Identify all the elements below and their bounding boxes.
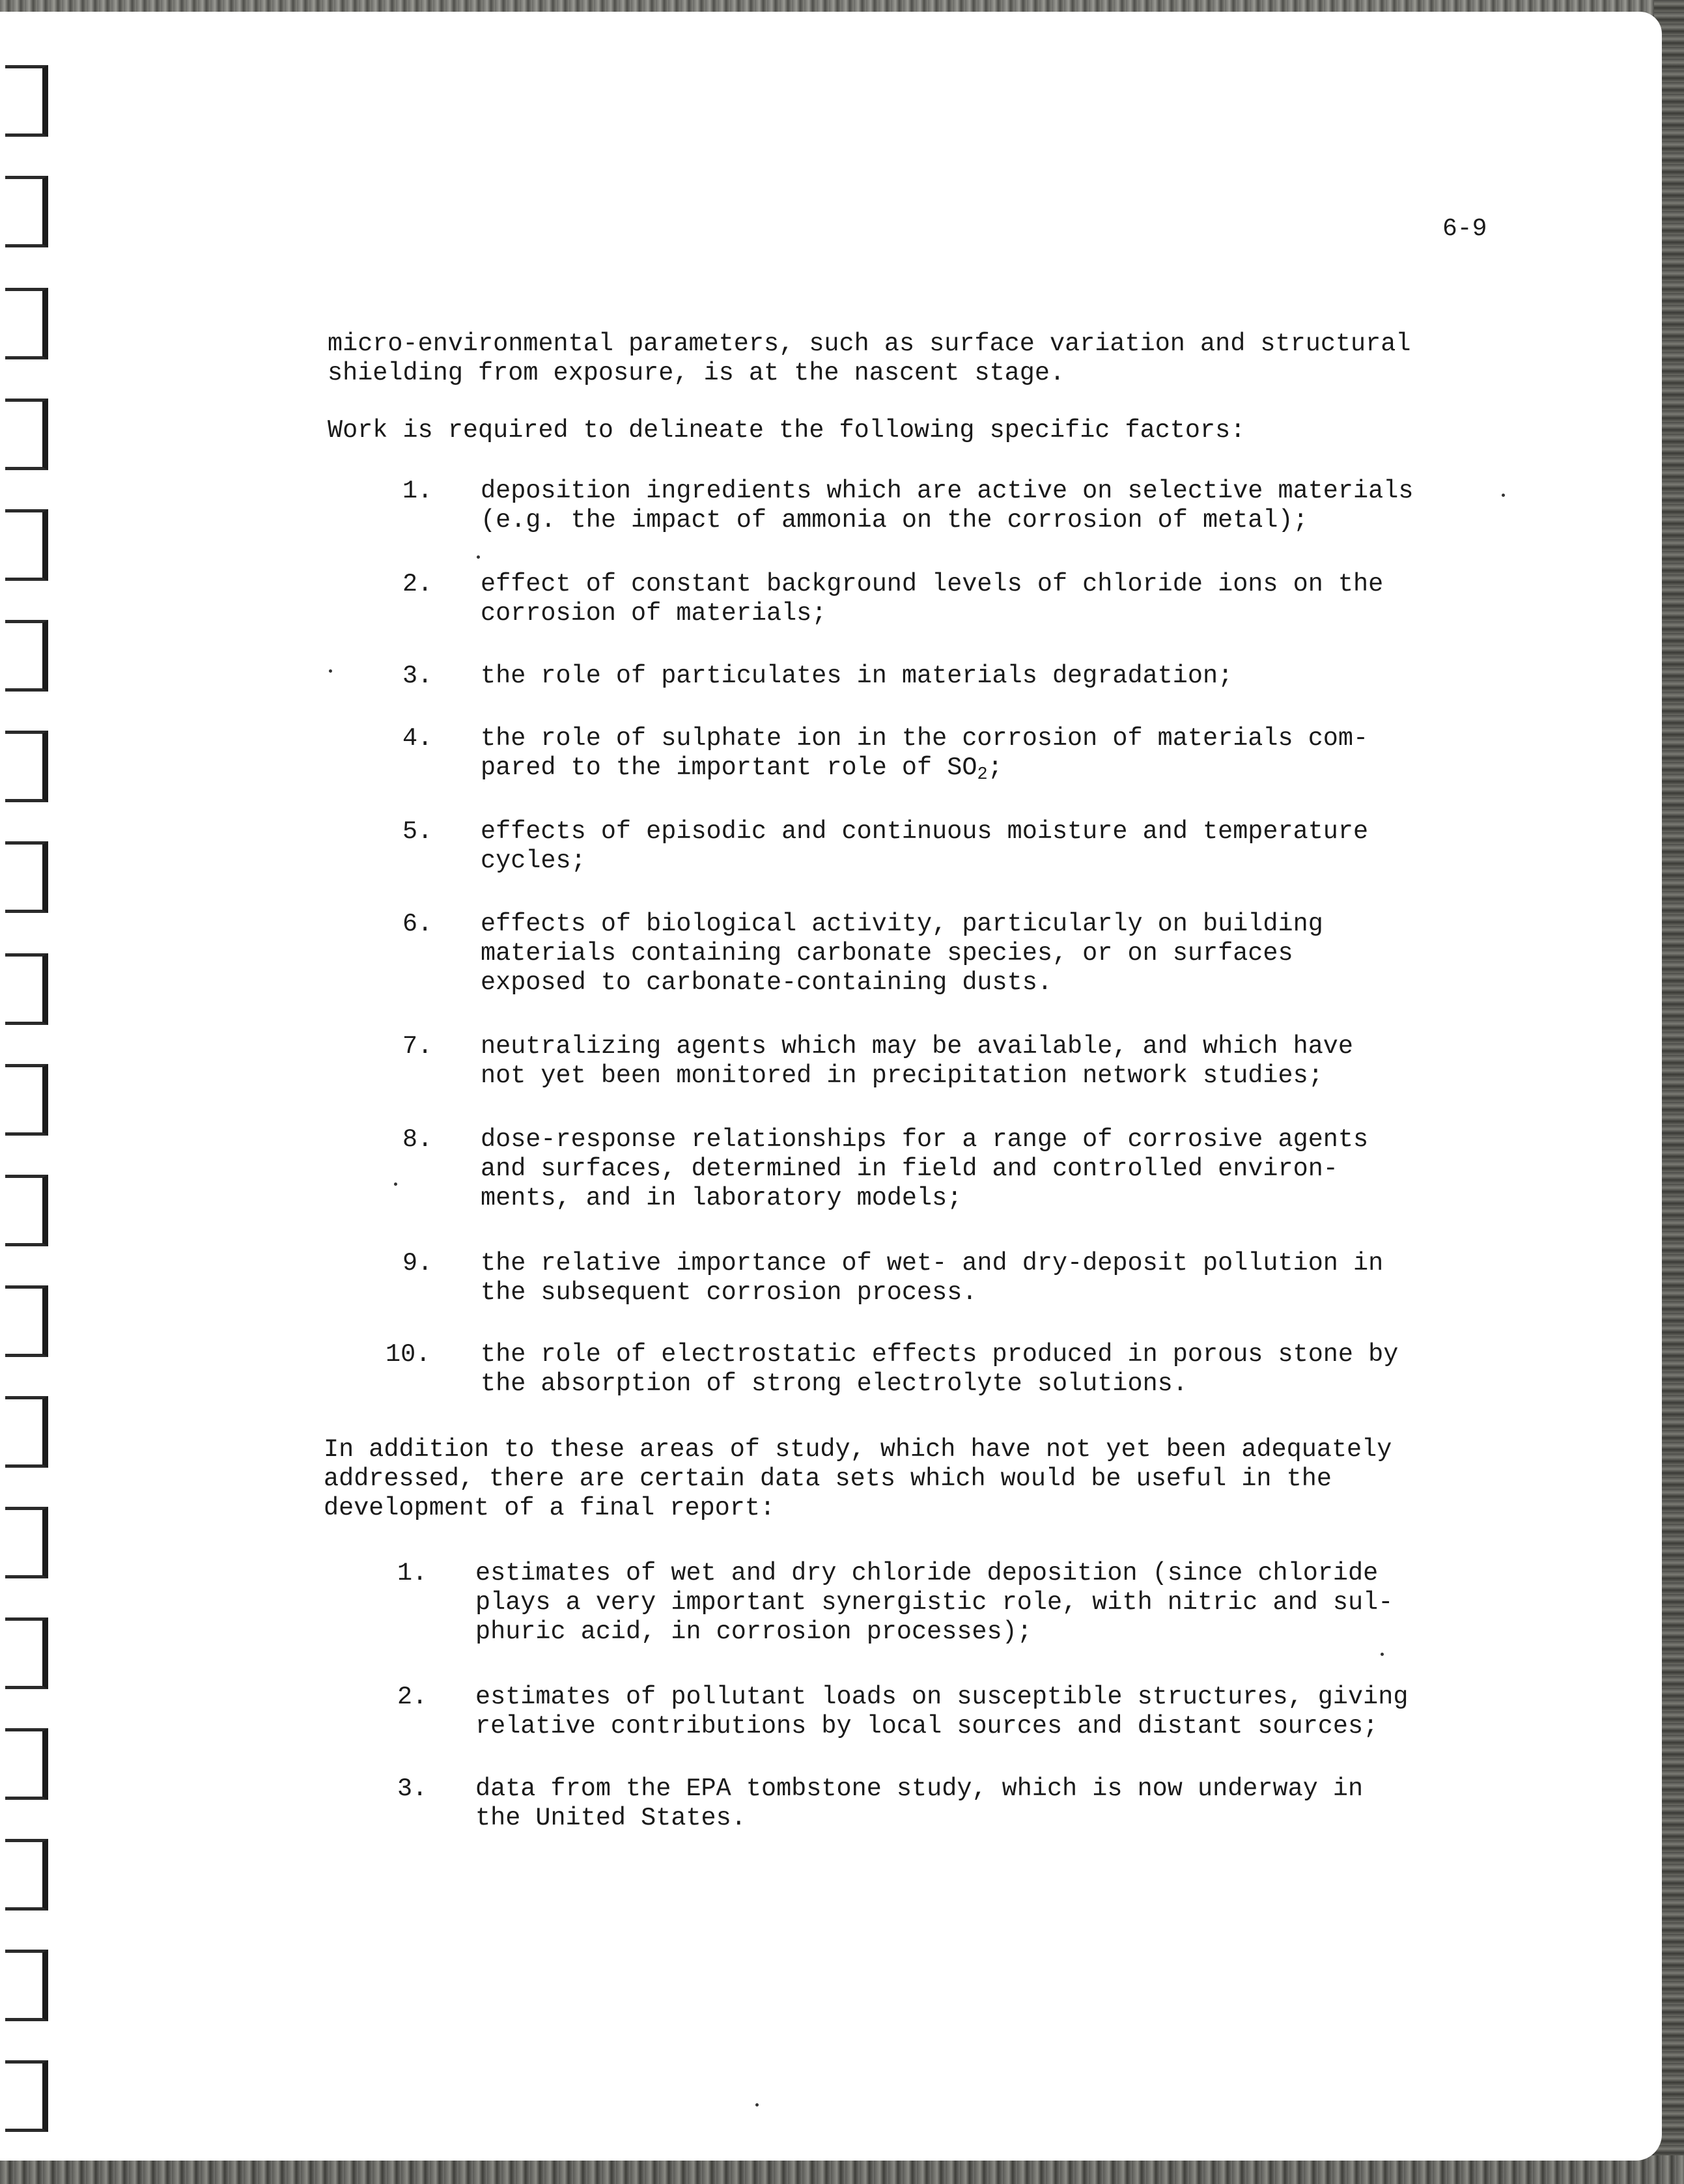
list-item-line: effect of constant background levels of chloride ions on the [481,570,1384,598]
binder-ring [0,1950,59,2021]
list-item-line: (e.g. the impact of ammonia on the corrosion of metal); [481,506,1308,535]
binder-ring [0,288,59,359]
list-item-line: the relative importance of wet- and dry-deposit pollution in [481,1249,1384,1278]
list-item-line: materials containing carbonate species, or on surfaces [481,939,1293,968]
binder-ring [0,1617,59,1689]
list-item-line: data from the EPA tombstone study, which is now underway in [475,1774,1364,1803]
addition-line: In addition to these areas of study, which have not yet been adequately [324,1435,1392,1464]
list-item-line: and surfaces, determined in field and controlled environ- [481,1155,1338,1183]
list-item-number: 6. [402,910,433,938]
scan-speck [477,555,480,559]
binder-ring [0,65,59,137]
binder-ring [0,1839,59,1911]
list-item-line: pared to the important role of $SO_2$; [481,753,1003,785]
scan-speck [755,2103,759,2107]
list-item-line: not yet been monitored in precipitation network studies; [481,1061,1323,1090]
list-item-line: the role of electrostatic effects produced in porous stone by [481,1340,1399,1369]
list-item-number: 2. [402,570,433,598]
list-item-number: 5. [402,817,433,846]
list-item-line: phuric acid, in corrosion processes); [475,1617,1032,1646]
binder-ring [0,731,59,802]
scan-speck [329,669,332,673]
list-item-number: 3. [402,662,433,690]
binder-ring [0,1728,59,1800]
binder-ring [0,620,59,692]
list-item-line: dose-response relationships for a range of corrosive agents [481,1125,1369,1154]
binder-ring [0,841,59,913]
list-item-number: 10. [386,1340,431,1369]
scan-speck [394,1183,397,1186]
list-item-line: deposition ingredients which are active on selective materials [481,477,1414,505]
intro-line: micro-environmental parameters, such as surface variation and structural [328,329,1411,358]
binder-ring [0,1396,59,1468]
list-item-line: plays a very important synergistic role, with nitric and sul- [475,1588,1394,1617]
addition-line: addressed, there are certain data sets which would be useful in the [324,1464,1332,1493]
list-item-line: the absorption of strong electrolyte solutions. [481,1369,1188,1398]
subscript: 2 [977,765,988,785]
list-item-line: the role of particulates in materials degradation; [481,662,1233,690]
list-item-line: cycles; [481,847,586,875]
page-number: 6-9 [1442,215,1487,243]
binder-ring [0,1064,59,1136]
list-item-line: ments, and in laboratory models; [481,1184,962,1212]
list-item-line: estimates of pollutant loads on susceptible structures, giving [475,1683,1409,1711]
list-item-line: neutralizing agents which may be available, and which have [481,1032,1354,1061]
binder-ring [0,1175,59,1246]
list-item-line: effects of episodic and continuous moisture and temperature [481,817,1369,846]
addition-line: development of a final report: [324,1494,776,1522]
list-item-line: the role of sulphate ion in the corrosion of materials com- [481,724,1369,753]
list-item-number: 1. [402,477,433,505]
binder-ring [0,1507,59,1578]
list-item-number: 4. [402,724,433,753]
scan-speck [1502,494,1505,497]
list-item-number: 3. [397,1774,428,1803]
binder-ring [0,953,59,1025]
list-item-line: estimates of wet and dry chloride deposition (since chloride [475,1559,1379,1588]
binder-ring [0,2060,59,2132]
list-item-line: the subsequent corrosion process. [481,1278,977,1307]
list-item-line: the United States. [475,1804,746,1832]
list-item-number: 1. [397,1559,428,1588]
binder-ring [0,509,59,581]
binder-ring [0,176,59,247]
list-item-line: relative contributions by local sources and distant sources; [475,1712,1379,1741]
binder-ring [0,1285,59,1357]
document-page [0,12,1662,2161]
list-item-line: corrosion of materials; [481,599,827,628]
binder-ring [0,399,59,470]
list-item-line: effects of biological activity, particularly on building [481,910,1323,938]
work-required-line: Work is required to delineate the following specific factors: [328,416,1246,445]
list-item-line: exposed to carbonate-containing dusts. [481,968,1052,997]
list-item-number: 2. [397,1683,428,1711]
scan-speck [1381,1653,1384,1656]
list-item-number: 7. [402,1032,433,1061]
list-item-number: 9. [402,1249,433,1278]
intro-line: shielding from exposure, is at the nascent stage. [328,359,1065,387]
list-item-number: 8. [402,1125,433,1154]
